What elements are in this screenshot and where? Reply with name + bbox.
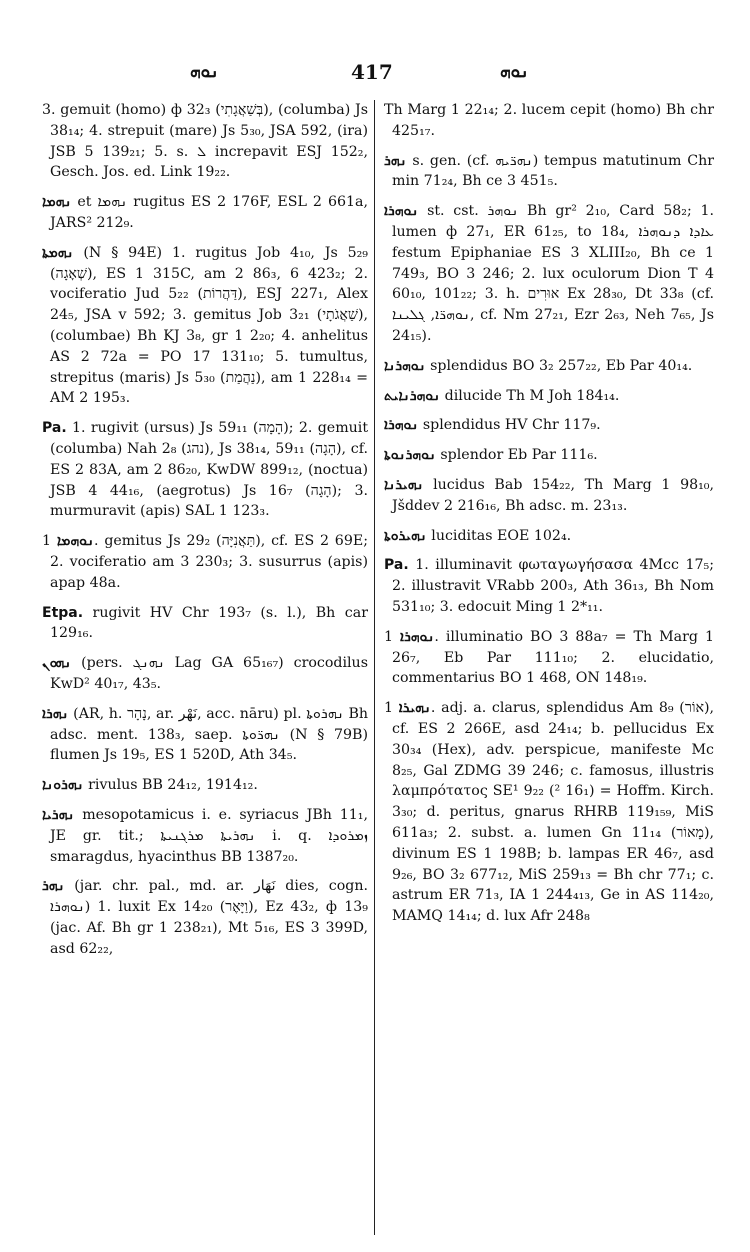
dictionary-entry: [384, 445, 714, 466]
entry-headword: ܢܗܝܪܢܐ: [384, 476, 424, 493]
entry-text: 1. gemitus Js 29₂ (תַּאֲנִיָּה), cf. ES 2 69E; 2. vociferatio am 3 230₃; 3. susurrus (apis) apap 48a.: [42, 533, 368, 591]
entry-headword: ܢܘܗܪܢܘܬܐ: [384, 447, 436, 464]
entry-headword: Etpa.: [42, 604, 84, 621]
entry-headword: ܢܘܗܪܐ: [400, 628, 435, 645]
dictionary-entry: [384, 356, 714, 377]
entry-headword: ܢܗܝܪܐ: [398, 700, 431, 717]
running-head-right: ܢܘܗ: [500, 62, 529, 82]
entry-text: rivulus BB 24₁₂, 1914₁₂.: [88, 777, 258, 794]
entry-headword: ܢܘܗܪܐ: [384, 417, 419, 434]
entry-headword: ܢܗܪܐ: [42, 705, 69, 722]
right-column: [384, 100, 714, 1235]
dictionary-entry: [42, 603, 368, 645]
entry-headword: ܢܗܝܪܘܬܐ: [384, 527, 427, 544]
dictionary-entry: [384, 475, 714, 517]
entry-text: 1. rugivit (ursus) Js 59₁₁ (הָמָה); 2. gemuit (columba) Nah 2₈ (נהג), Js 38₁₄, 59₁₁ (הָגָה), cf. ES 2 83A, am 2 86₂₀, KwDW 899₁₂, (noctua) JSB 4 44₁₆, (aegrotus) Js 16₇ (הָגָה); 3. murmuravit (apis) SAL 1 123₃.: [50, 420, 368, 520]
entry-headword: ܢܘܗܪܐ: [384, 203, 419, 220]
entry-headword: ܢܘܗܪܢܐܝܬ: [384, 387, 441, 404]
dictionary-entry: [42, 100, 368, 183]
entry-text: 1. adj. a. clarus, splendidus Am 8₉ (אוֹר), cf. ES 2 266E, asd 24₁₄; b. pellucidus Ex 30₃₄ (Hex), adv. perspicue, manifeste Mc 8₂₅, Gal ZDMG 39 246; c. famosus, illustris λαμπρότατος SE¹ 9₂₂ (² 16₁) = Hoffm. Kirch. 3₃₀; d. peritus, gnarus RHRB 119₁₅₉, MiS 611a₃; 2. subst. a. lumen Gn 11₁₄ (מָאוֹר), divinum ES 1 198B; b. lampas ER 46₇, asd 9₂₆, BO 3₂ 677₁₂, MiS 259₁₃ = Bh chr 77₁; c. astrum ER 71₃, IA 1 244₄₁₃, Ge in AS 114₂₀, MAMQ 14₁₄; d. lux Afr 248₈: [384, 700, 714, 925]
entry-text: st. cst. ܢܘܗܪ Bh gr² 2₁₀, Card 58₂; 1. lumen ф 27₁, ER 61₂₅, to 18₄, ܥܐܕܐ ܕܢܘܗܪܐ festum Epiphaniae ES 3 XLIII₂₀, Bh ce 1 749₃, BO 3 246; 2. lux oculorum Dion T 4 60₁₀, 101₂₂; 3. h. אוּרִים Ex 28₃₀, Dt 33₈ (cf. ܢܘܗܪ̈ܐ, ܓܠܝܢܐ, cf. Nm 27₂₁, Ezr 2₆₃, Neh 7₆₅, Js 24₁₅).: [392, 203, 714, 344]
entry-text: (pers. ܢܗܢܓ Lag GA 65₁₆₇) crocodilus KwD² 40₁₇, 43₅.: [50, 655, 368, 692]
dictionary-entry: [42, 876, 368, 959]
entry-headword: Pa.: [42, 420, 67, 437]
entry-text: (AR, h. נָהָר, ar. نَهْر, acc. nāru) pl. ܢܗܪܘܬܐ Bh adsc. ment. 138₃, saep. ܢܗܪ̈ܘܬܐ (N § 79B) flumen Js 19₅, ES 1 520D, Ath 34₅.: [50, 705, 368, 764]
entry-text: splendidus HV Chr 117₉.: [422, 417, 601, 434]
dictionary-entry: [384, 555, 714, 617]
entry-text: luciditas EOE 102₄.: [431, 527, 572, 544]
entry-headword: ܢܗܘܢ: [42, 655, 72, 672]
entry-text: dilucide Th M Joh 184₁₄.: [444, 387, 620, 404]
entry-text: s. gen. (cf. ܢܗܪ̈ܝܗ) tempus matutinum Chr min 71₂₄, Bh ce 3 451₅.: [392, 152, 714, 190]
entry-text: splendidus BO 3₂ 257₂₂, Eb Par 40₁₄.: [430, 357, 693, 374]
entry-headword: ܢܗܪ: [42, 878, 65, 895]
entry-headword: ܢܘܗܡܐ: [56, 533, 94, 550]
dictionary-entry: [42, 243, 368, 409]
dictionary-entry: [42, 192, 368, 234]
entry-text: rugivit HV Chr 193₇ (s. l.), Bh car 129₁₆.: [50, 604, 368, 642]
entry-text: 1. illuminavit φωταγωγήσασα 4Mcc 17₅; 2. illustravit VRabb 200₃, Ath 36₁₃, Bh Nom 531₁₀; 3. edocuit Ming 1 2*₁₁.: [392, 557, 714, 615]
dictionary-entry: [384, 386, 714, 407]
dictionary-entry: [384, 698, 714, 927]
entry-headword: ܢܗܪܘܢܐ: [42, 777, 84, 794]
entry-text: 3. gemuit (homo) ф 32₃ (בְּשַׁאֲגָתִי), (columba) Js 38₁₄; 4. strepuit (mare) Js 5₃₀, JSA 592, (ira) JSB 5 139₂₁; 5. s. ܠ increpavit ESJ 152₂, Gesch. Jos. ed. Link 19₂₂.: [42, 102, 368, 181]
entry-text: Th Marg 1 22₁₄; 2. lucem cepit (homo) Bh chr 425₁₇.: [384, 102, 714, 139]
entry-text: mesopotamicus i. e. syriacus JBh 11₁, JE gr. tit.; ܢܗܪܝܬܐ ܡܪܓܢܝܬܐ i. q. ܙܡܪܘܕܐ smaragdus, hyacinthus BB 1387₂₀.: [50, 806, 368, 865]
dictionary-entry: [384, 526, 714, 547]
dictionary-entry: [384, 100, 714, 142]
page-number: 417: [351, 60, 393, 84]
dictionary-entry: [384, 151, 714, 193]
entry-headword: Pa.: [384, 557, 409, 574]
dictionary-entry: [42, 805, 368, 867]
entry-text: 1. illuminatio BO 3 88a₇ = Th Marg 1 26₇, Eb Par 111₁₀; 2. elucidatio, commentarius BO 1 468, ON 148₁₉.: [384, 628, 714, 687]
entry-text: lucidus Bab 154₂₂, Th Marg 1 98₁₀, Jšddev 2 216₁₆, Bh adsc. m. 23₁₃.: [392, 476, 714, 514]
dictionary-entry: [42, 704, 368, 766]
entry-headword: ܢܗܪܝܐ: [42, 806, 75, 823]
entry-text: (N § 94E) 1. rugitus Job 4₁₀, Js 5₂₉ (שְׁאָגָה), ES 1 315C, am 2 86₃, 6 423₂; 2. vociferatio Jud 5₂₂ (דַּהֲרוֹת), ESJ 227₁, Alex 24₅, JSA v 592; 3. gemitus Job 3₂₁ (שַׁאֲגֹתָי), (columbae) Bh KJ 3₈, gr 1 2₂₀; 4. anhelitus AS 2 72a = PO 17 131₁₀; 5. tumultus, strepitus (maris) Js 5₃₀ (נַהֲמַת), am 1 228₁₄ = AM 2 195₃.: [50, 244, 368, 407]
dictionary-entry: [42, 418, 368, 522]
entry-text: (jar. chr. pal., md. ar. نَهَار dies, cogn. ܢܘܗܪܐ) 1. luxit Ex 14₂₀ (וַיָּאֶר), Ez 43₂, ф 13₉ (jac. Af. Bh gr 1 238₂₁), Mt 5₁₆, ES 3 399D, asd 62₂₂,: [50, 878, 368, 957]
left-column: [42, 100, 368, 1235]
dictionary-entry: [42, 531, 368, 593]
running-head-left: ܢܘܗ: [190, 62, 219, 82]
entry-text: splendor Eb Par 111₆.: [440, 447, 598, 464]
dictionary-entry: [384, 627, 714, 689]
dictionary-entry: [42, 653, 368, 695]
dictionary-entry: [384, 201, 714, 347]
entry-headword: ܢܗܡܐ: [42, 194, 72, 211]
entry-headword: ܢܘܗܪܢܐ: [384, 357, 426, 374]
entry-headword: ܢܗܪ: [384, 152, 407, 169]
column-divider: [374, 100, 375, 1235]
entry-text: et ܢܗܡܐ rugitus ES 2 176F, ESL 2 661a, JARS² 212₉.: [50, 194, 368, 231]
page-header: [30, 60, 720, 90]
entry-headword: ܢܗܡܬܐ: [42, 244, 74, 261]
dictionary-entry: [384, 415, 714, 436]
dictionary-entry: [42, 775, 368, 796]
